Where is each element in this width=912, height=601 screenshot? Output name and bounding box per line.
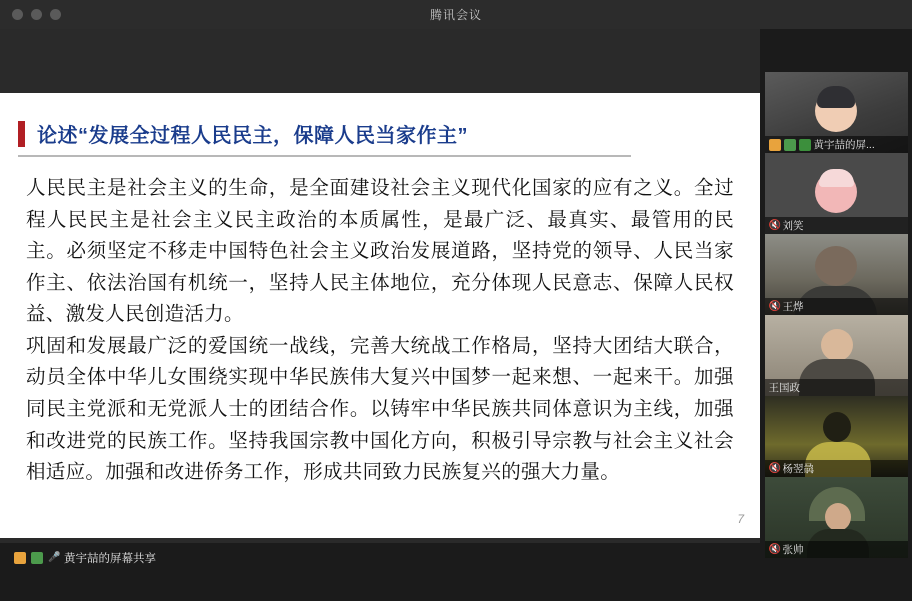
title-bar [0, 0, 912, 29]
share-icon [14, 552, 26, 564]
mic-muted-icon: 🔇 [768, 300, 781, 312]
participant-tile[interactable] [765, 72, 908, 153]
share-status-bar [0, 543, 760, 572]
participant-namebar [765, 136, 908, 153]
participant-name: 张帅 [782, 544, 804, 556]
share-status-label: 黄宇喆的屏幕共享 [64, 552, 156, 565]
title-divider [18, 155, 631, 157]
avatar [821, 329, 853, 361]
share-status-pill[interactable] [8, 548, 162, 568]
slide-paragraph-2: 巩固和发展最广泛的爱国统一战线，完善大统战工作格局，坚持大团结大联合，动员全体中华儿女围绕实现中华民族伟大复兴中国梦一起来想、一起来干。加强同民主党派和无党派人士的团结合作。以铸牢中华民族共同体意识为主线，加强和改进党的民族工作。坚持我国宗教中国化方向，积极引导宗教与社会主义社会相适应。加强和改进侨务工作，形成共同致力民族复兴的强大力量。 [26, 334, 734, 484]
participant-tile[interactable] [765, 234, 908, 315]
avatar [825, 503, 851, 531]
window-title: 腾讯会议 [429, 8, 482, 22]
participant-namebar [765, 298, 908, 315]
mic-muted-icon: 🔇 [768, 462, 781, 474]
mic-muted-icon: 🔇 [768, 219, 781, 231]
close-button[interactable] [12, 9, 23, 20]
participant-namebar [765, 217, 908, 234]
slide-body [26, 173, 734, 489]
video-icon [784, 139, 796, 151]
hair-shape [817, 86, 855, 108]
zoom-button[interactable] [50, 9, 61, 20]
slide-accent-bar [18, 121, 25, 147]
participant-tile[interactable] [765, 477, 908, 558]
presentation-slide [0, 93, 760, 538]
participant-name: 王烨 [782, 301, 804, 313]
participant-namebar [765, 460, 908, 477]
participant-tile[interactable] [765, 396, 908, 477]
avatar [815, 246, 857, 286]
share-icon [769, 139, 781, 151]
mic-icon: 🎤 [48, 551, 61, 563]
shared-screen-stage[interactable] [0, 29, 760, 572]
participant-name: 杨翌骉 [782, 463, 814, 475]
participant-name: 王国政 [768, 382, 800, 394]
avatar [823, 412, 851, 442]
participant-tile[interactable] [765, 315, 908, 396]
slide-title: 论述“发展全过程人民民主，保障人民当家作主” [37, 125, 468, 147]
slide-header [18, 119, 760, 148]
mic-icon [799, 139, 811, 151]
participant-namebar [765, 541, 908, 558]
participant-rail[interactable] [760, 29, 912, 601]
slide-paragraph-1: 人民民主是社会主义的生命，是全面建设社会主义现代化国家的应有之义。全过程人民民主是社会主义民主政治的本质属性，是最广泛、最真实、最管用的民主。必须坚定不移走中国特色社会主义政治发展道路，坚持党的领导、人民当家作主、依法治国有机统一，坚持人民主体地位，充分体现人民意志、保障人民权益、激发人民创造活力。 [26, 177, 734, 326]
slide-page-number: 7 [737, 512, 744, 526]
participant-namebar [765, 379, 908, 396]
video-icon [31, 552, 43, 564]
participant-name: 黄宇喆的屏... [813, 139, 875, 151]
minimize-button[interactable] [31, 9, 42, 20]
mic-muted-icon: 🔇 [768, 543, 781, 555]
window-controls[interactable] [12, 9, 61, 20]
hair-shape [819, 169, 854, 187]
participant-tile[interactable] [765, 153, 908, 234]
participant-name: 刘笑 [782, 220, 804, 232]
